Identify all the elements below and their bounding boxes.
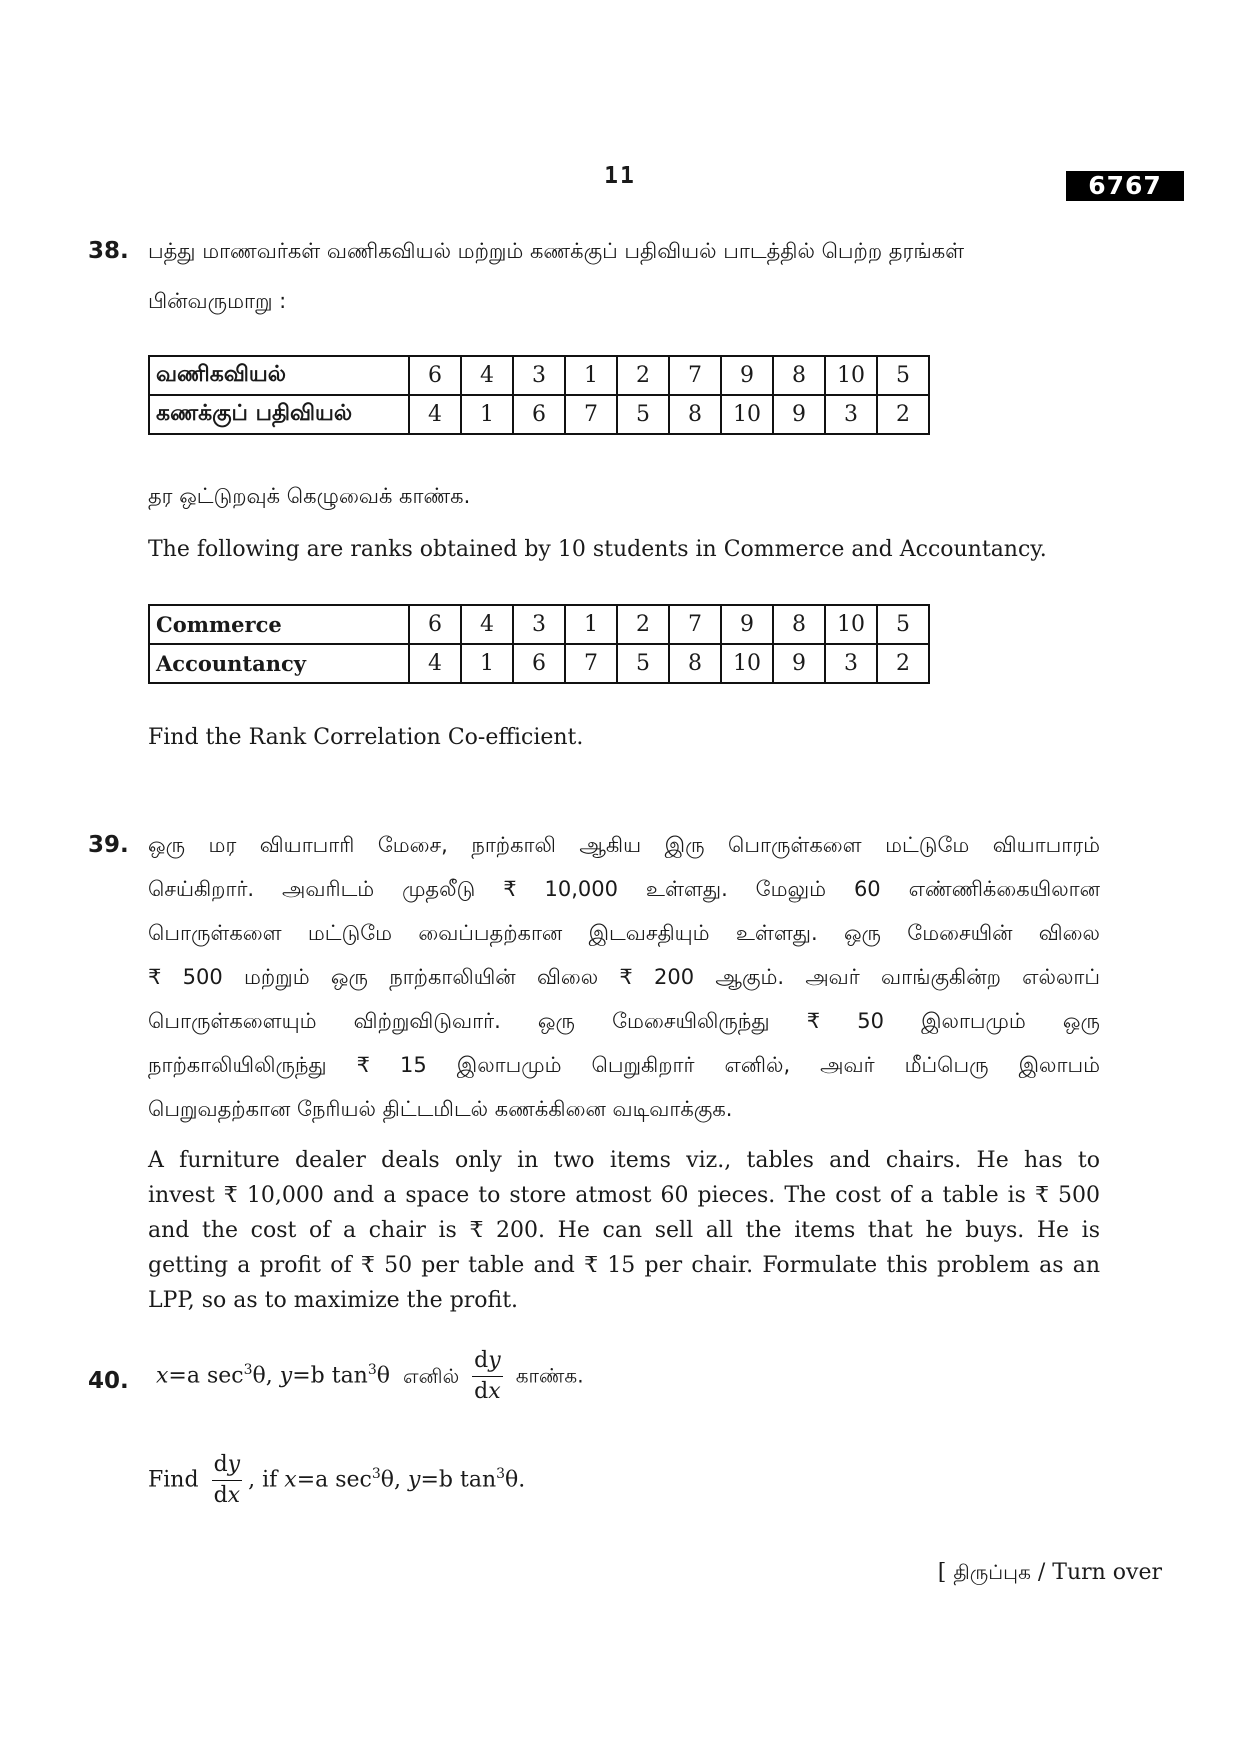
var-x: x [156,1363,169,1389]
rank-cell: 8 [773,605,825,644]
find-word: Find [148,1467,199,1493]
theta: θ [380,1467,395,1493]
table-row [149,395,929,434]
frac-var-y: y [227,1452,241,1477]
rank-cell: 5 [617,395,669,434]
q40-english-statement [148,1452,525,1509]
row-label: கணக்குப் பதிவியல் [149,395,409,434]
separator: , [265,1363,280,1389]
rank-cell: 3 [825,644,877,683]
rank-cell: 6 [409,356,461,395]
rank-cell: 6 [513,644,565,683]
frac-var-x: x [488,1379,501,1404]
frac-var-x: x [227,1483,241,1508]
rank-cell: 4 [409,644,461,683]
row-label: வணிகவியல் [149,356,409,395]
derivative-fraction [212,1452,243,1509]
frac-d: d [474,1379,489,1404]
q38-tamil-intro-line-2: பின்வருமாறு : [148,289,287,313]
q39-tamil-line: பொருள்களையும் விற்றுவிடுவார். ஒரு மேசையிலிருந்து ₹ 50 இலாபமும் ஒரு [148,1009,1100,1033]
question-38-number: 38. [88,238,129,264]
separator: , [394,1467,409,1493]
footer-separator: / [1030,1560,1053,1585]
rank-cell: 9 [773,395,825,434]
var-y: y [279,1363,293,1389]
exponent: 3 [496,1466,506,1483]
rank-cell: 6 [409,605,461,644]
turn-over-footer [938,1560,1162,1587]
table-row [149,605,929,644]
rank-cell: 9 [721,605,773,644]
rank-cell: 2 [617,356,669,395]
var-y: y [408,1467,421,1493]
frac-d: d [213,1452,228,1477]
rank-cell: 10 [721,644,773,683]
q39-tamil-line: ஒரு மர வியாபாரி மேசை, நாற்காலி ஆகிய இரு பொருள்களை மட்டுமே வியாபாரம் [148,833,1101,857]
q39-tamil-line: பெறுவதற்கான நேரியல் திட்டமிடல் கணக்கினை வடிவாக்குக. [148,1097,733,1121]
footer-tamil: திருப்புக [953,1560,1031,1584]
q38-tamil-intro-line-1: பத்து மாணவர்கள் வணிகவியல் மற்றும் கணக்குப் பதிவியல் பாடத்தில் பெற்ற தரங்கள் [148,239,965,263]
table-row [149,356,929,395]
q39-english-line: and the cost of a chair is ₹ 200. He can sell all the items that he buys. He is [148,1218,1100,1243]
rank-cell: 7 [565,644,617,683]
rank-cell: 10 [825,356,877,395]
q39-english-line: getting a profit of ₹ 50 per table and ₹ 15 per chair. Formulate this problem as an [148,1253,1100,1278]
exponent: 3 [243,1362,253,1379]
rank-cell: 7 [565,395,617,434]
rank-cell: 1 [461,395,513,434]
q39-tamil-line: பொருள்களை மட்டுமே வைப்பதற்கான இடவசதியும் உள்ளது. ஒரு மேசையின் விலை [148,921,1100,945]
exponent: 3 [367,1362,377,1379]
q39-tamil-line: செய்கிறார். அவரிடம் முதலீடு ₹ 10,000 உள்ளது. மேலும் 60 எண்ணிக்கையிலான [148,877,1100,901]
row-label: Commerce [149,605,409,644]
rank-cell: 2 [877,644,929,683]
x-rhs: =a sec [168,1363,244,1389]
rank-cell: 5 [877,605,929,644]
footer-english: Turn over [1052,1560,1162,1585]
q38-english-intro: The following are ranks obtained by 10 students in Commerce and Accountancy. [148,537,1047,562]
row-label: Accountancy [149,644,409,683]
condition-word: எனில் [403,1363,460,1388]
q40-tamil-statement [156,1348,584,1405]
derivative-fraction [472,1348,503,1405]
q39-english-line: A furniture dealer deals only in two items viz., tables and chairs. He has to [148,1148,1100,1173]
rank-cell: 2 [617,605,669,644]
theta: θ [252,1363,266,1389]
rank-cell: 3 [513,605,565,644]
rank-cell: 7 [669,356,721,395]
rank-cell: 2 [877,395,929,434]
question-40-number: 40. [88,1368,129,1394]
page-number: 11 [604,163,636,189]
theta: θ [505,1467,519,1493]
rank-cell: 3 [513,356,565,395]
rank-cell: 3 [825,395,877,434]
y-rhs: =b tan [292,1363,368,1389]
table-row [149,644,929,683]
rank-cell: 8 [669,395,721,434]
paper-code-badge: 6767 [1066,171,1184,201]
q38-tamil-rank-table [148,355,930,435]
frac-var-y: y [488,1348,501,1373]
q38-tamil-task: தர ஒட்டுறவுக் கெழுவைக் காண்க. [148,484,471,508]
q39-english-line: invest ₹ 10,000 and a space to store atmost 60 pieces. The cost of a table is ₹ 500 [148,1183,1100,1208]
rank-cell: 4 [461,356,513,395]
var-x: x [284,1467,297,1493]
exponent: 3 [371,1466,381,1483]
rank-cell: 5 [617,644,669,683]
rank-cell: 1 [565,356,617,395]
footer-bracket: [ [937,1560,947,1585]
theta: θ [376,1363,391,1389]
q38-english-rank-table [148,604,930,684]
frac-d: d [474,1348,489,1373]
rank-cell: 9 [773,644,825,683]
q39-tamil-line: நாற்காலியிலிருந்து ₹ 15 இலாபமும் பெறுகிறார் எனில், அவர் மீப்பெரு இலாபம் [148,1053,1100,1077]
rank-cell: 8 [773,356,825,395]
rank-cell: 5 [877,356,929,395]
question-39-number: 39. [88,832,129,858]
rank-cell: 6 [513,395,565,434]
rank-cell: 10 [721,395,773,434]
rank-cell: 9 [721,356,773,395]
rank-cell: 4 [409,395,461,434]
q39-english-line: LPP, so as to maximize the profit. [148,1288,519,1313]
end-period: . [518,1467,526,1493]
rank-cell: 7 [669,605,721,644]
if-text: , if [248,1467,278,1493]
rank-cell: 4 [461,605,513,644]
task-word: காண்க. [515,1363,584,1388]
rank-cell: 10 [825,605,877,644]
y-rhs: =b tan [420,1467,497,1493]
x-rhs: =a sec [296,1467,372,1493]
q39-tamil-line: ₹ 500 மற்றும் ஒரு நாற்காலியின் விலை ₹ 200 ஆகும். அவர் வாங்குகின்ற எல்லாப் [148,965,1100,989]
rank-cell: 8 [669,644,721,683]
rank-cell: 1 [461,644,513,683]
rank-cell: 1 [565,605,617,644]
q38-english-task: Find the Rank Correlation Co-efficient. [148,725,584,750]
frac-d: d [213,1483,228,1508]
